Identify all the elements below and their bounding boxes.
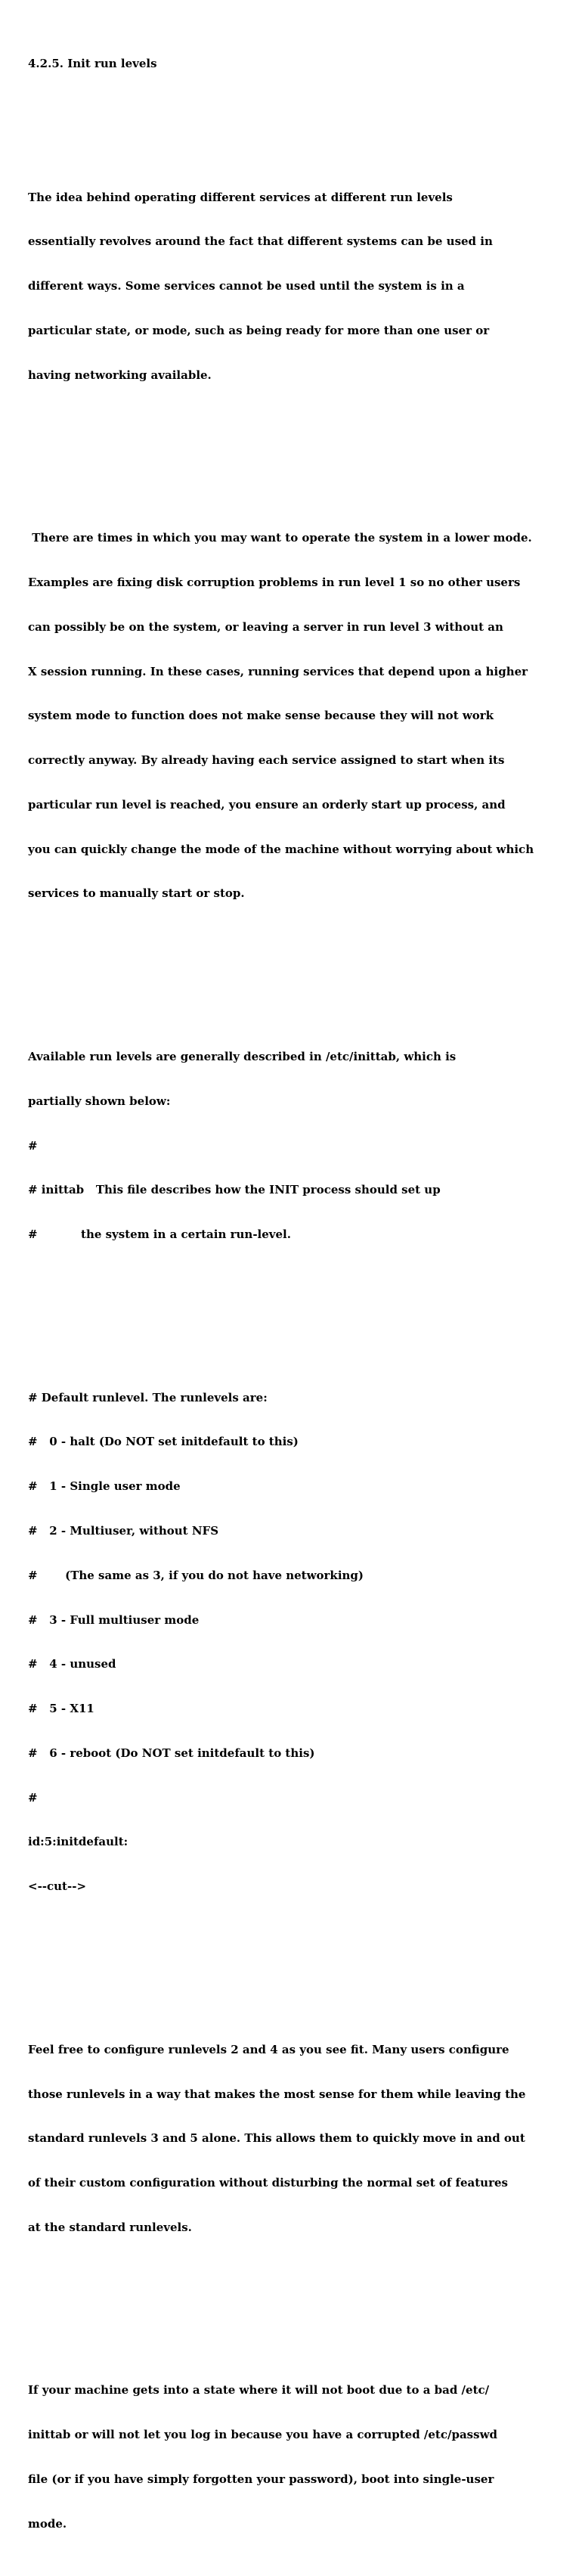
- paragraph-lower-mode: [28, 501, 572, 931]
- spacer: [28, 2295, 572, 2310]
- text-line: mode.: [28, 2516, 67, 2531]
- spacer: [28, 442, 572, 458]
- document-page: [28, 27, 572, 2576]
- code-line: # inittab This file describes how the INIT process should set up: [28, 1183, 441, 1197]
- paragraph-single-user: [28, 2354, 572, 2561]
- text-line: inittab or will not let you log in because you have a corrupted /etc/passwd: [28, 2428, 497, 2442]
- text-line: partially shown below:: [28, 1094, 171, 1108]
- spacer: [28, 961, 572, 976]
- paragraph-intro: [28, 160, 572, 412]
- text-line: you can quickly change the mode of the machine without worrying about which: [28, 842, 534, 856]
- code-line: # 2 - Multiuser, without NFS: [28, 1523, 219, 1538]
- text-line: X session running. In these cases, running services that depend upon a higher: [28, 664, 528, 678]
- text-line: those runlevels in a way that makes the most sense for them while leaving the: [28, 2087, 526, 2101]
- code-line: # 3 - Full multiuser mode: [28, 1612, 200, 1627]
- text-line: services to manually start or stop.: [28, 886, 245, 901]
- text-line: having networking available.: [28, 368, 212, 382]
- code-line: # the system in a certain run-level.: [28, 1227, 291, 1242]
- spacer: [28, 101, 572, 116]
- text-line: system mode to function does not make sense because they will not work: [28, 709, 494, 723]
- section-heading: 4.2.5. Init run levels: [28, 57, 157, 71]
- text-line: The idea behind operating different services at different run levels: [28, 190, 453, 204]
- text-line: If your machine gets into a state where it will not boot due to a bad /etc/: [28, 2383, 490, 2398]
- code-line: # 1 - Single user mode: [28, 1479, 181, 1494]
- code-line: # (The same as 3, if you do not have networking): [28, 1568, 364, 1582]
- text-line: file (or if you have simply forgotten your password), boot into single-user: [28, 2472, 494, 2486]
- code-line: # 6 - reboot (Do NOT set initdefault to this): [28, 1746, 315, 1760]
- text-line: particular run level is reached, you ensure an orderly start up process, and: [28, 797, 506, 812]
- text-line: can possibly be on the system, or leaving a server in run level 3 without an: [28, 619, 503, 634]
- text-line: There are times in which you may want to operate the system in a lower mode.: [28, 531, 532, 545]
- text-line: standard runlevels 3 and 5 alone. This allows them to quickly move in and out: [28, 2131, 525, 2146]
- text-line: at the standard runlevels.: [28, 2220, 192, 2234]
- code-line: #: [28, 1790, 38, 1805]
- spacer: [28, 1302, 572, 1317]
- code-line: # 4 - unused: [28, 1657, 116, 1671]
- text-line: essentially revolves around the fact that different systems can be used in: [28, 234, 493, 249]
- text-line: correctly anyway. By already having each service assigned to start when its: [28, 753, 505, 768]
- code-line: <--cut-->: [28, 1879, 87, 1894]
- text-line: Available run levels are generally described in /etc/inittab, which is: [28, 1049, 457, 1063]
- text-line: Feel free to configure runlevels 2 and 4 as you see fit. Many users configure: [28, 2042, 509, 2056]
- text-line: Examples are fixing disk corruption problems in run level 1 so no other users: [28, 575, 521, 589]
- code-line: # 0 - halt (Do NOT set initdefault to this): [28, 1435, 299, 1449]
- text-line: different ways. Some services cannot be used until the system is in a: [28, 279, 465, 293]
- inittab-code-block: [28, 1361, 572, 1924]
- spacer: [28, 1954, 572, 1969]
- code-line: id:5:initdefault:: [28, 1835, 128, 1849]
- code-line: #: [28, 1138, 38, 1153]
- code-line: # Default runlevel. The runlevels are:: [28, 1390, 268, 1404]
- code-line: # 5 - X11: [28, 1702, 94, 1716]
- paragraph-configure-runlevels: [28, 2013, 572, 2265]
- paragraph-available-run-levels: [28, 1020, 572, 1272]
- text-line: particular state, or mode, such as being ready for more than one user or: [28, 323, 490, 337]
- text-line: of their custom configuration without disturbing the normal set of features: [28, 2176, 508, 2190]
